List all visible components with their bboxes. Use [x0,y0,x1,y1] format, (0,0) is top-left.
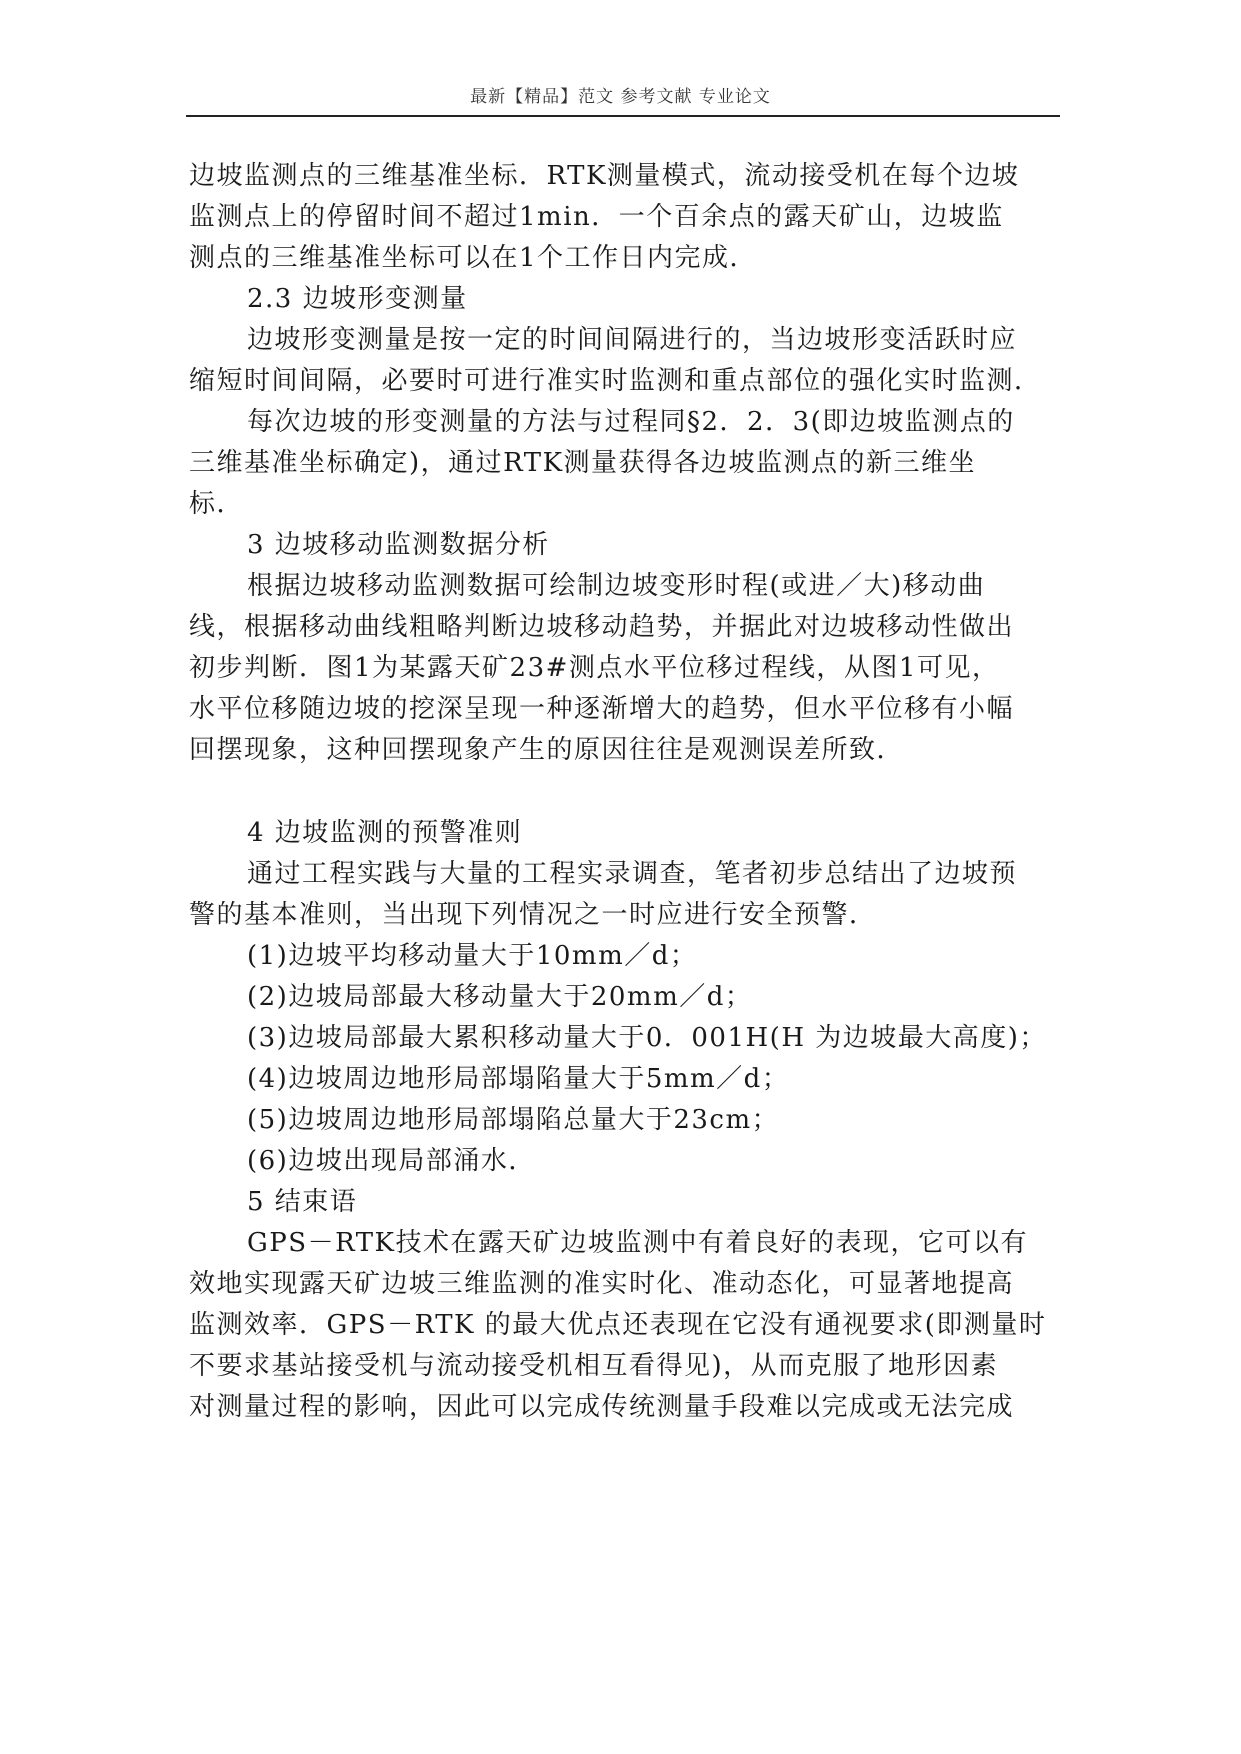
text-line: 效地实现露天矿边坡三维监测的准实时化、准动态化，可显著地提高 [189,1269,1015,1299]
text-line: 监测效率．GPS－RTK 的最大优点还表现在它没有通视要求(即测量时 [189,1310,1047,1340]
section-heading-4: 4 边坡监测的预警准则 [247,818,523,848]
text-line: 回摆现象，这种回摆现象产生的原因往往是观测误差所致． [189,735,905,765]
page-header: 最新【精品】范文 参考文献 专业论文 [470,87,771,107]
text-line: 警的基本准则，当出现下列情况之一时应进行安全预警． [189,900,877,930]
text-line: 不要求基站接受机与流动接受机相互看得见)，从而克服了地形因素 [189,1351,999,1381]
list-item: (4)边坡周边地形局部塌陷量大于5mm／d； [247,1064,790,1094]
list-item: (1)边坡平均移动量大于10mm／d； [247,941,698,971]
text-line: 监测点上的停留时间不超过1min．一个百余点的露天矿山，边坡监 [189,202,1004,232]
text-line: GPS－RTK技术在露天矿边坡监测中有着良好的表现，它可以有 [247,1228,1028,1258]
text-line: 对测量过程的影响，因此可以完成传统测量手段难以完成或无法完成 [189,1392,1015,1422]
text-line: 线，根据移动曲线粗略判断边坡移动趋势，并据此对边坡移动性做出 [189,612,1015,642]
header-divider [186,115,1060,117]
section-heading-2-3: 2.3 边坡形变测量 [247,284,468,314]
body-text [189,156,1069,1428]
list-item: (3)边坡局部最大累积移动量大于0．001H(H 为边坡最大高度)； [247,1023,1047,1053]
paragraph-gap [189,771,1069,813]
text-line: 标． [189,489,245,519]
list-item: (5)边坡周边地形局部塌陷总量大于23cm； [247,1105,780,1135]
section-heading-5: 5 结束语 [247,1187,358,1217]
section-heading-3: 3 边坡移动监测数据分析 [247,530,550,560]
text-line: 边坡形变测量是按一定的时间间隔进行的，当边坡形变活跃时应 [247,325,1018,355]
text-line: 测点的三维基准坐标可以在1个工作日内完成． [189,243,758,273]
list-item: (2)边坡局部最大移动量大于20mm／d； [247,982,753,1012]
text-line: 通过工程实践与大量的工程实录调查，笔者初步总结出了边坡预 [247,859,1018,889]
text-line: 水平位移随边坡的挖深呈现一种逐渐增大的趋势，但水平位移有小幅 [189,694,1015,724]
text-line: 初步判断．图1为某露天矿23#测点水平位移过程线，从图1可见， [189,653,1000,683]
list-item: (6)边坡出现局部涌水． [247,1146,536,1176]
text-line: 每次边坡的形变测量的方法与过程同§2．2．3(即边坡监测点的 [247,407,1015,437]
text-line: 缩短时间间隔，必要时可进行准实时监测和重点部位的强化实时监测． [189,366,1042,396]
text-line: 三维基准坐标确定)，通过RTK测量获得各边坡监测点的新三维坐 [189,448,977,478]
text-line: 边坡监测点的三维基准坐标．RTK测量模式，流动接受机在每个边坡 [189,161,1020,191]
text-line: 根据边坡移动监测数据可绘制边坡变形时程(或进／大)移动曲 [247,571,986,601]
